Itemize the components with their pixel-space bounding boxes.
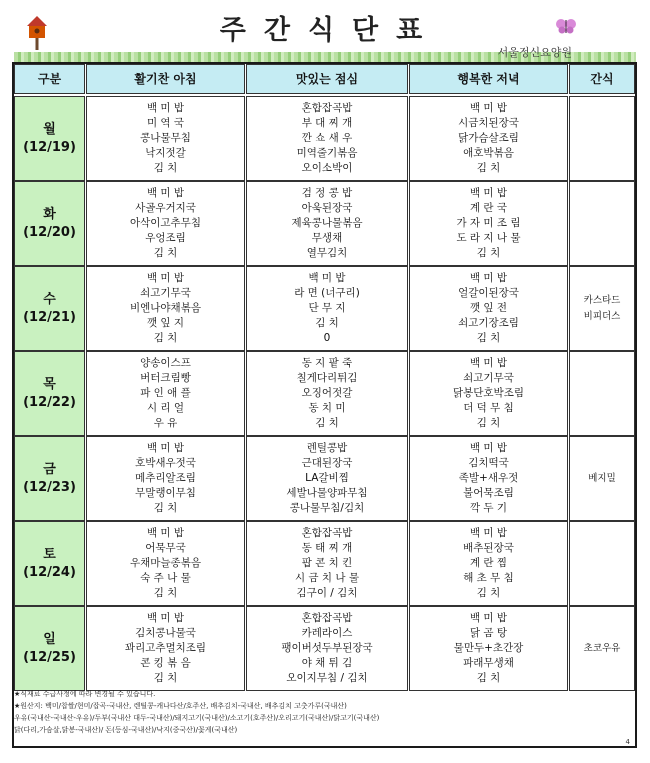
column-header-snack: 간식 [569, 64, 635, 94]
day-date: (12/24) [23, 564, 76, 580]
menu-item: 근대된장국 [301, 457, 353, 469]
menu-item: 도 라 지 나 물 [456, 232, 521, 244]
menu-item: 비엔나야채볶음 [129, 302, 201, 314]
note-line: 닭(다리,가슴살,닭봉-국내산)/ 돈(등심-국내산)/낙지(중국산)/꽃게(국내산) [14, 726, 238, 734]
menu-item: 백 미 밥 [146, 272, 185, 284]
menu-item: 백 미 밥 [469, 612, 508, 624]
menu-item: 깻 잎 지 [146, 317, 185, 329]
menu-item: 백 미 밥 [469, 102, 508, 114]
menu-item: 혼합잡곡밥 [301, 527, 353, 539]
day-name: 일 [43, 631, 56, 647]
snack-cell [569, 351, 635, 436]
menu-item: 제육콩나물볶음 [291, 217, 363, 229]
menu-item: 쇠고기무국 [463, 372, 514, 384]
menu-item: 백 미 밥 [146, 527, 185, 539]
menu-item: 깍 두 기 [469, 502, 508, 514]
column-header-breakfast: 활기찬 아침 [86, 64, 245, 94]
menu-item: 백 미 밥 [469, 442, 508, 454]
menu-item: 김 치 [153, 247, 178, 259]
breakfast-cell [86, 436, 245, 521]
organization-name: 서울정신요양원 [497, 46, 572, 59]
menu-item: 김 치 [476, 672, 501, 684]
lunch-cell [246, 96, 408, 181]
menu-item: 우채마늘종볶음 [129, 557, 201, 569]
menu-item: 백 미 밥 [146, 102, 185, 114]
lunch-cell [246, 266, 408, 351]
day-cell [14, 96, 85, 181]
note-line: ★식재료 수급사정에 따라 변경될 수 있습니다. [14, 690, 156, 698]
breakfast-cell [86, 96, 245, 181]
note-line: 우유(국내산-국내산-우유)/두부(국내산 대두-국내산)/돼지고기(국내산)/소고기(호주산)/오리고기(국내산)/닭고기(국내산) [14, 714, 380, 722]
day-name: 토 [43, 546, 56, 562]
menu-item: 계 란 찜 [469, 557, 508, 569]
day-date: (12/25) [23, 649, 76, 665]
lunch-cell [246, 181, 408, 266]
menu-item: 얼갈이된장국 [458, 287, 519, 299]
menu-item: 시 금 치 나 물 [294, 572, 360, 584]
menu-item: 호박새우젓국 [135, 457, 196, 469]
breakfast-cell [86, 351, 245, 436]
page-title: 주간식단표 [219, 15, 441, 46]
menu-item: 김 치 [153, 672, 178, 684]
snack-cell [569, 96, 635, 181]
menu-item: 김 치 [476, 417, 501, 429]
birdhouse-icon [26, 14, 48, 50]
day-cell [14, 606, 85, 691]
menu-item: 더 덕 무 침 [463, 402, 514, 414]
menu-item: 아삭이고추무침 [129, 217, 201, 229]
menu-item: 닭 곰 탕 [469, 627, 508, 639]
day-name: 화 [43, 206, 56, 222]
snack-item: 비피더스 [583, 310, 621, 322]
day-date: (12/19) [23, 139, 76, 155]
menu-item: 꽈리고추멸치조림 [124, 642, 207, 654]
menu-item: 김 치 [476, 162, 501, 174]
dinner-cell [409, 181, 568, 266]
snack-cell [569, 606, 635, 691]
menu-item: 오이소박이 [301, 162, 353, 174]
menu-item: 백 미 밥 [146, 442, 185, 454]
menu-item: 김치콩나물국 [135, 627, 196, 639]
menu-item: 콘 킹 볶 음 [140, 657, 191, 669]
menu-item: 열무김치 [306, 247, 348, 259]
menu-item: 콩나물무침 [140, 132, 191, 144]
menu-item: 쇠고기무국 [140, 287, 191, 299]
snack-cell [569, 181, 635, 266]
column-header-dinner: 행복한 저녁 [409, 64, 568, 94]
menu-item: 물만두+초간장 [453, 642, 524, 654]
snack-cell [569, 266, 635, 351]
dinner-cell [409, 351, 568, 436]
day-name: 월 [43, 121, 56, 137]
menu-item: 숙 주 나 물 [140, 572, 191, 584]
menu-item: 미 역 국 [146, 117, 185, 129]
column-header-category: 구분 [14, 64, 85, 94]
snack-item: 카스타드 [583, 294, 621, 306]
breakfast-cell [86, 181, 245, 266]
menu-item: 족발+새우젓 [458, 472, 519, 484]
menu-item: 라 면 (너구리) [294, 287, 360, 299]
day-date: (12/21) [23, 309, 76, 325]
day-cell [14, 351, 85, 436]
menu-item: 카레라이스 [301, 627, 353, 639]
menu-item: 렌틸콩밥 [306, 442, 348, 454]
day-cell [14, 436, 85, 521]
snack-cell [569, 436, 635, 521]
snack-item: 초코우유 [583, 642, 621, 654]
menu-item: 닭가슴살조림 [458, 132, 519, 144]
menu-item: 김 치 [153, 332, 178, 344]
menu-item: 백 미 밥 [469, 527, 508, 539]
menu-item: 백 미 밥 [146, 187, 185, 199]
day-name: 금 [43, 461, 56, 477]
menu-item: 검 정 콩 밥 [301, 187, 353, 199]
menu-item: 부 대 찌 개 [301, 117, 353, 129]
menu-item: 팽이버섯두부된장국 [281, 642, 373, 654]
menu-item: 깐 쇼 새 우 [301, 132, 353, 144]
menu-item: 백 미 밥 [469, 272, 508, 284]
menu-item: 김 치 [153, 162, 178, 174]
corner-mark: 4 [625, 738, 630, 746]
menu-item: 백 미 밥 [469, 357, 508, 369]
lunch-cell [246, 436, 408, 521]
menu-item: 닭봉단호박조림 [452, 387, 524, 399]
menu-item: 우 유 [153, 417, 178, 429]
dinner-cell [409, 266, 568, 351]
menu-item: 파 인 애 플 [140, 387, 191, 399]
menu-item: LA갈비찜 [305, 472, 349, 484]
menu-item: 양송이스프 [140, 357, 191, 369]
day-date: (12/22) [23, 394, 76, 410]
menu-item: 팝 콘 치 킨 [301, 557, 353, 569]
menu-item: 김 치 [153, 502, 178, 514]
menu-item: 파래무생채 [463, 657, 514, 669]
dinner-cell [409, 96, 568, 181]
lunch-cell [246, 521, 408, 606]
menu-item: 김 치 [476, 247, 501, 259]
notes-section [14, 688, 634, 746]
day-date: (12/20) [23, 224, 76, 240]
menu-item: 야 채 튀 김 [301, 657, 353, 669]
day-date: (12/23) [23, 479, 76, 495]
breakfast-cell [86, 521, 245, 606]
menu-item: 김 치 [476, 332, 501, 344]
breakfast-cell [86, 266, 245, 351]
menu-item: 무말랭이무침 [135, 487, 196, 499]
menu-item: 김 치 [153, 587, 178, 599]
dinner-cell [409, 606, 568, 691]
menu-item: 김구이 / 김치 [296, 587, 358, 599]
menu-item: 낙지젓갈 [145, 147, 186, 159]
lunch-cell [246, 351, 408, 436]
menu-item: 사골우거지국 [135, 202, 196, 214]
day-cell [14, 266, 85, 351]
menu-item: 깻 잎 전 [469, 302, 508, 314]
menu-item: 혼합잡곡밥 [301, 102, 353, 114]
menu-item: 오이지무침 / 김치 [286, 672, 368, 684]
lunch-cell [246, 606, 408, 691]
menu-item: 동 지 팥 죽 [301, 357, 353, 369]
menu-item: 우엉조림 [145, 232, 186, 244]
menu-item: 어묵무국 [145, 542, 186, 554]
menu-item: 단 무 지 [308, 302, 346, 314]
menu-item: 김 치 [315, 417, 339, 429]
snack-cell [569, 521, 635, 606]
page-header [0, 0, 650, 62]
menu-item: 시 리 얼 [146, 402, 185, 414]
menu-item: 쇠고기장조림 [458, 317, 519, 329]
menu-item: 백 미 밥 [308, 272, 346, 284]
menu-item: 백 미 밥 [469, 187, 508, 199]
menu-item: 김 치 [476, 587, 501, 599]
menu-item: 미역줄기볶음 [296, 147, 358, 159]
menu-item: 백 미 밥 [146, 612, 185, 624]
menu-item: 동 치 미 [308, 402, 346, 414]
menu-item: 김치떡국 [468, 457, 509, 469]
dinner-cell [409, 436, 568, 521]
menu-item: 칠게다리튀김 [296, 372, 358, 384]
column-header-lunch: 맛있는 점심 [246, 64, 408, 94]
menu-item: 계 란 국 [469, 202, 508, 214]
day-name: 수 [43, 291, 56, 307]
menu-item: 해 초 무 침 [463, 572, 514, 584]
note-line: ★원산지: 백미/찹쌀/현미/잡곡-국내산, 렌틸콩-캐나다산/호주산, 배추김치-국내산, 배추김치 고춧가루(국내산) [14, 702, 347, 710]
snack-item: 베지밀 [588, 472, 616, 484]
menu-item: 김 치 [315, 317, 339, 329]
menu-item: 동 태 찌 개 [301, 542, 353, 554]
day-cell [14, 521, 85, 606]
menu-item: 무생채 [311, 232, 343, 244]
menu-item: 세발나물양파무침 [286, 487, 368, 499]
day-cell [14, 181, 85, 266]
menu-item: 애호박볶음 [463, 147, 514, 159]
menu-item: 불어묵조림 [463, 487, 514, 499]
menu-item: 콩나물무침/김치 [289, 502, 365, 514]
menu-item: 배추된장국 [463, 542, 514, 554]
butterfly-icon [556, 18, 576, 34]
day-name: 목 [43, 376, 56, 392]
menu-item: 가 자 미 조 림 [456, 217, 521, 229]
dinner-cell [409, 521, 568, 606]
menu-item: 오징어젓갈 [301, 387, 353, 399]
menu-item: 0 [323, 332, 331, 344]
menu-item: 버터크림빵 [140, 372, 191, 384]
breakfast-cell [86, 606, 245, 691]
menu-item: 아욱된장국 [301, 202, 353, 214]
menu-item: 시금치된장국 [458, 117, 519, 129]
menu-item: 혼합잡곡밥 [301, 612, 353, 624]
menu-item: 메추리알조림 [135, 472, 196, 484]
